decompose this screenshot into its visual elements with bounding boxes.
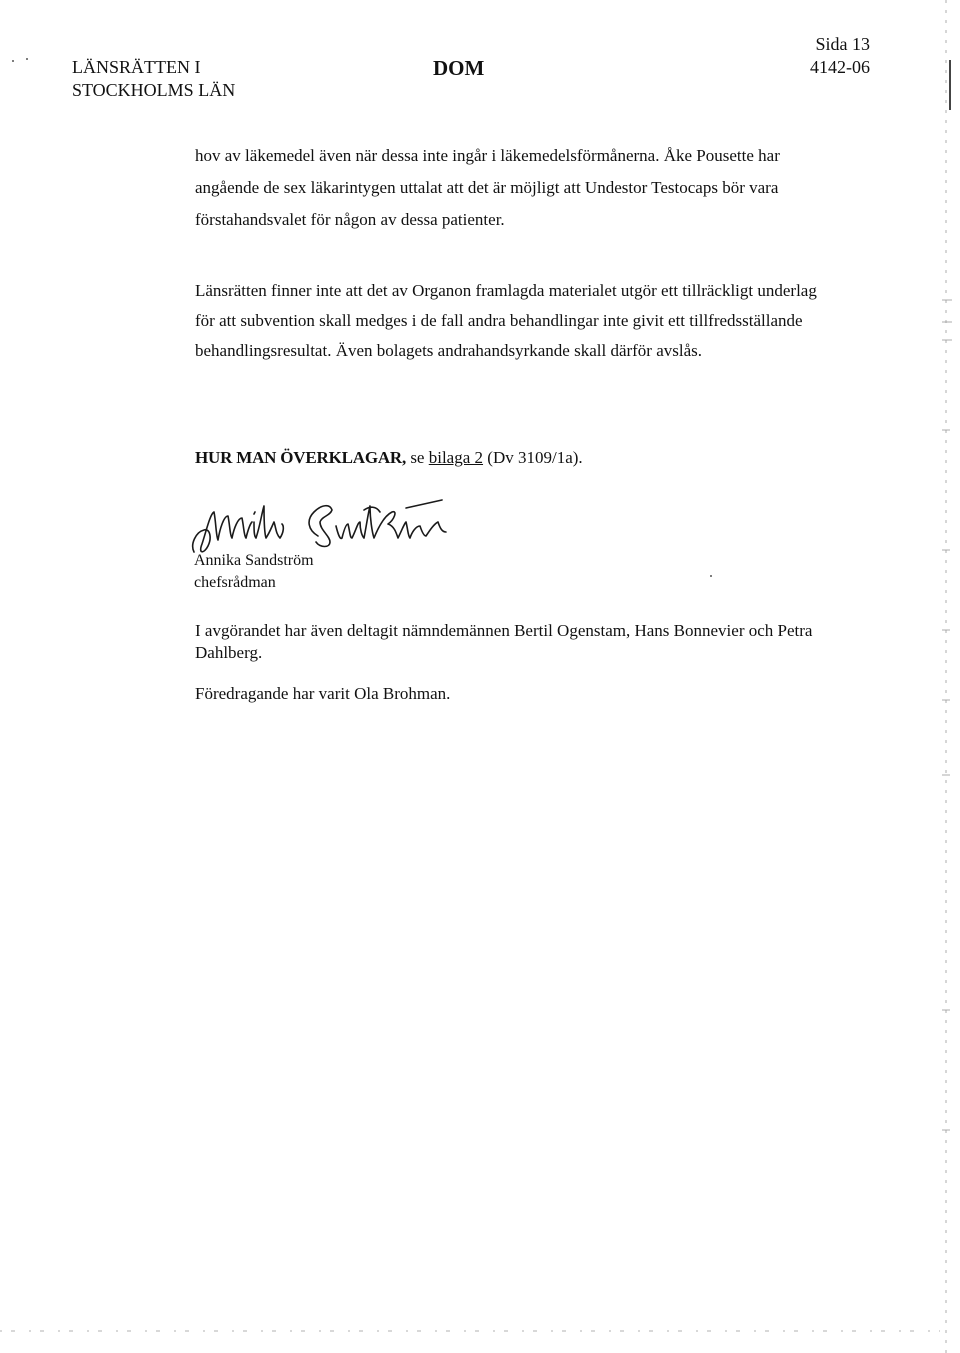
paragraph-decision: Länsrätten finner inte att det av Organon framlagda materialet utgör ett tillräckligt underlag för att subvention skall medges i de fall andra behandlingar inte givit ett tillfredsställande behandlingsresultat. Även bolagets andrahandsyrkande skall därför avslås. <box>195 281 817 360</box>
scan-noise-artifact <box>0 1328 940 1334</box>
appeal-instructions <box>195 448 583 468</box>
court-name-line2: STOCKHOLMS LÄN <box>72 80 236 100</box>
case-number: 4142-06 <box>810 57 870 77</box>
scan-speck <box>12 60 14 62</box>
court-name <box>72 56 235 102</box>
appeal-reference: (Dv 3109/1a). <box>483 448 583 467</box>
paragraph-reasoning-1: hov av läkemedel även när dessa inte ingår i läkemedelsförmånerna. Åke Pousette har angående de sex läkarintygen uttalat att det är möjligt att Undestor Testocaps bör vara förstahandsvalet för någon av dessa patienter. <box>195 146 780 229</box>
document-type: DOM <box>433 56 485 80</box>
page-meta <box>810 33 870 79</box>
scan-edge-artifact <box>936 0 954 1353</box>
scan-speck <box>26 58 28 60</box>
court-name-line1: LÄNSRÄTTEN I <box>72 57 201 77</box>
scan-speck <box>710 575 712 577</box>
appendix-link[interactable]: bilaga 2 <box>428 448 484 467</box>
signer-title: chefsrådman <box>194 574 276 591</box>
lay-judges-paragraph: I avgörandet har även deltagit nämndemännen Bertil Ogenstam, Hans Bonnevier och Petra Dahlberg. <box>195 621 813 662</box>
rapporteur-paragraph: Föredragande har varit Ola Brohman. <box>195 684 451 703</box>
signer-name: Annika Sandström <box>194 552 314 569</box>
appeal-connector: se <box>406 448 429 467</box>
page-number: Sida 13 <box>815 34 870 54</box>
appeal-heading: HUR MAN ÖVERKLAGAR, <box>195 448 407 467</box>
